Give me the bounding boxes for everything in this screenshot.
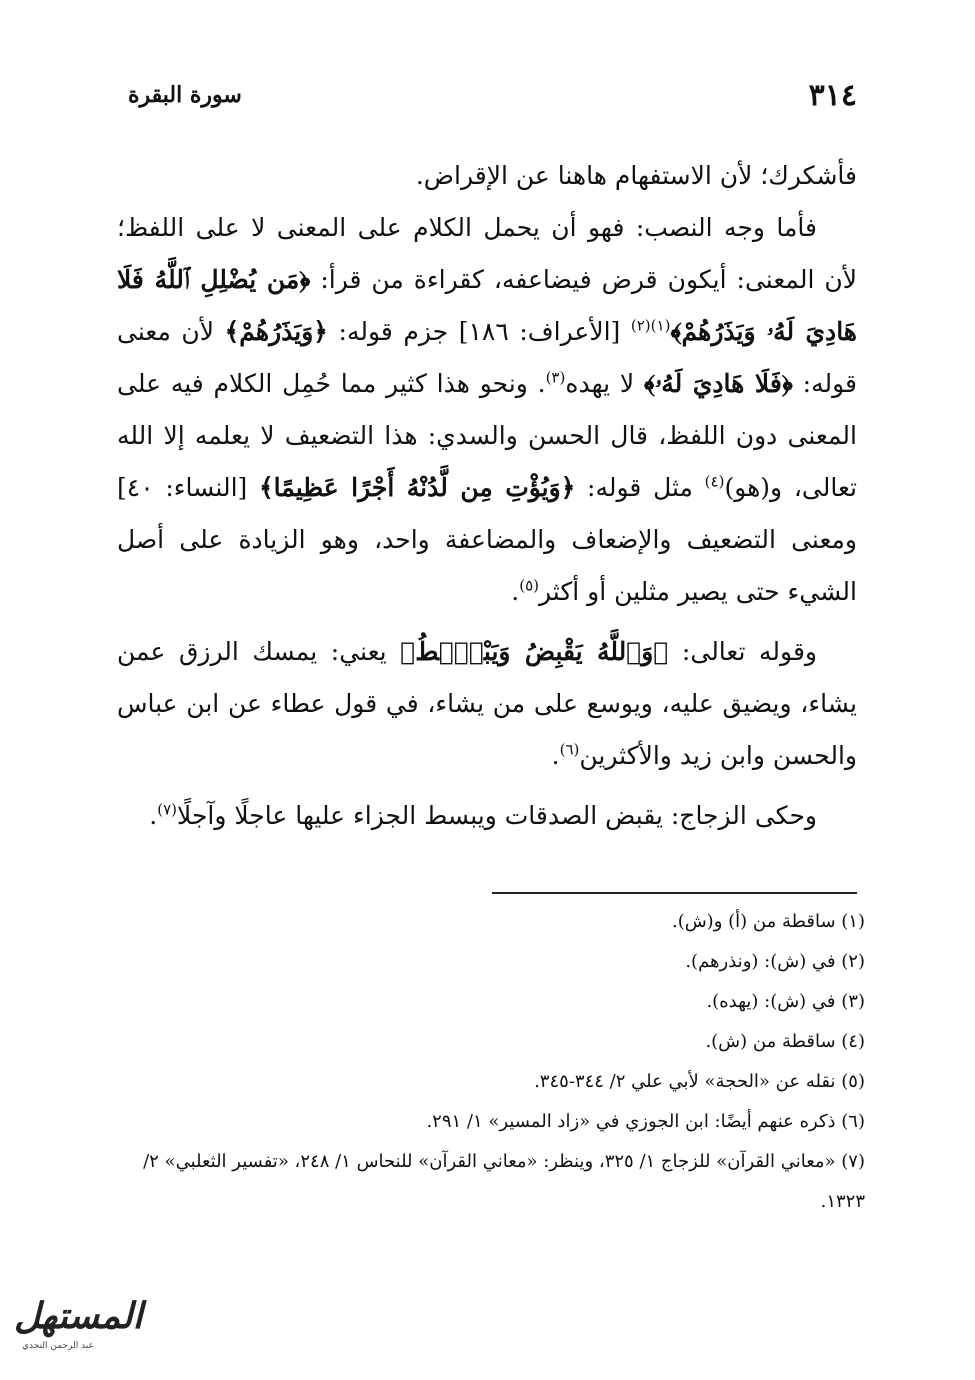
page-number: ٣١٤ (808, 78, 857, 113)
text-run: لأن معنى قوله: (117, 317, 857, 398)
quran-verse: ﴿وَٱللَّهُ يَقْبِضُ وَيَبْصُۜطُ﴾ (400, 637, 669, 666)
text-run: وقوله تعالى: (668, 637, 817, 666)
text-run: مثل قوله: (575, 473, 705, 502)
text-run: . (149, 801, 158, 830)
quran-verse: ﴿وَيُؤْتِ مِن لَّدُنْهُ أَجْرًا عَظِيمًا﴾ (259, 473, 576, 502)
logo-subtext: عبد الرحمن النجدي (22, 1341, 94, 1351)
surah-title: سورة البقرة (128, 82, 242, 108)
text-run: فأما وجه النصب: فهو أن يحمل الكلام على المعنى لا على اللفظ؛ لأن المعنى: أيكون قرض فيضاعفه، كقراءة من قرأ: (117, 213, 857, 294)
footnote-ref: (٣) (545, 368, 566, 387)
footnote-5: (٥) نقله عن «الحجة» لأبي علي ٢/ ٣٤٤-٣٤٥. (534, 1071, 865, 1092)
paragraph-2 (117, 202, 857, 618)
footnote-ref: (٥) (519, 576, 539, 595)
footnote-ref: (٧) (157, 800, 178, 819)
footnote-ref: (١)(٢) (630, 316, 671, 335)
text-run: لا يهده (565, 369, 644, 398)
footnote-4: (٤) ساقطة من (ش). (705, 1031, 865, 1052)
paragraph-4 (117, 790, 857, 842)
text-run: [الأعراف: ١٨٦] جزم قوله: (327, 317, 631, 346)
text-run: . (511, 577, 520, 606)
quran-verse: ﴿مَن يُضْلِلِ ٱللَّهُ فَلَا هَادِيَ لَهُۥ وَيَذَرُهُمْ﴾ (117, 265, 857, 346)
footnote-ref: (٤) (704, 472, 725, 491)
footnotes (105, 902, 865, 1222)
text-run: [النساء: ٤٠] ومعنى التضعيف والإضعاف والمضاعفة واحد، وهو الزيادة على أصل الشيء حتى يصير مثلين أو أكثر (117, 473, 857, 606)
text-run: يعني: يمسك الرزق عمن يشاء، ويضيق عليه، ويوسع على من يشاء، في قول عطاء عن ابن عباس والحسن وابن زيد والأكثرين (117, 637, 857, 770)
main-text (117, 150, 857, 842)
publisher-logo (14, 1295, 144, 1365)
footnote-7: (٧) «معاني القرآن» للزجاج ١/ ٣٢٥، وينظر: «معاني القرآن» للنحاس ١/ ٢٤٨، «تفسير الثعلبي» ٢/ ١٣٢٣. (143, 1151, 865, 1212)
logo-text: المستهل (14, 1295, 143, 1337)
text-run: وحكى الزجاج: يقبض الصدقات ويبسط الجزاء عليها عاجلًا وآجلًا (177, 801, 817, 830)
footnote-6: (٦) ذكره عنهم أيضًا: ابن الجوزي في «زاد المسير» ١/ ٢٩١. (426, 1111, 865, 1132)
paragraph-1: فأشكرك؛ لأن الاستفهام هاهنا عن الإقراض. (415, 161, 857, 190)
text-run: . ونحو هذا كثير مما حُمِل الكلام فيه على المعنى دون اللفظ، قال الحسن والسدي: هذا التضعيف لا يعلمه إلا الله تعالى، و(هو) (117, 369, 857, 502)
footnote-divider (492, 892, 857, 894)
footnote-3: (٣) في (ش): (يهده). (706, 991, 865, 1012)
text-run: . (551, 741, 560, 770)
quran-verse: ﴿فَلَا هَادِيَ لَهُۥ﴾ (643, 369, 793, 398)
footnote-1: (١) ساقطة من (أ) و(ش). (671, 911, 865, 932)
paragraph-3 (117, 626, 857, 782)
footnote-ref: (٦) (559, 740, 580, 759)
page-header (128, 78, 857, 118)
quran-verse: ﴿وَيَذَرُهُمْ﴾ (224, 317, 328, 346)
footnote-2: (٢) في (ش): (ونذرهم). (685, 951, 865, 972)
